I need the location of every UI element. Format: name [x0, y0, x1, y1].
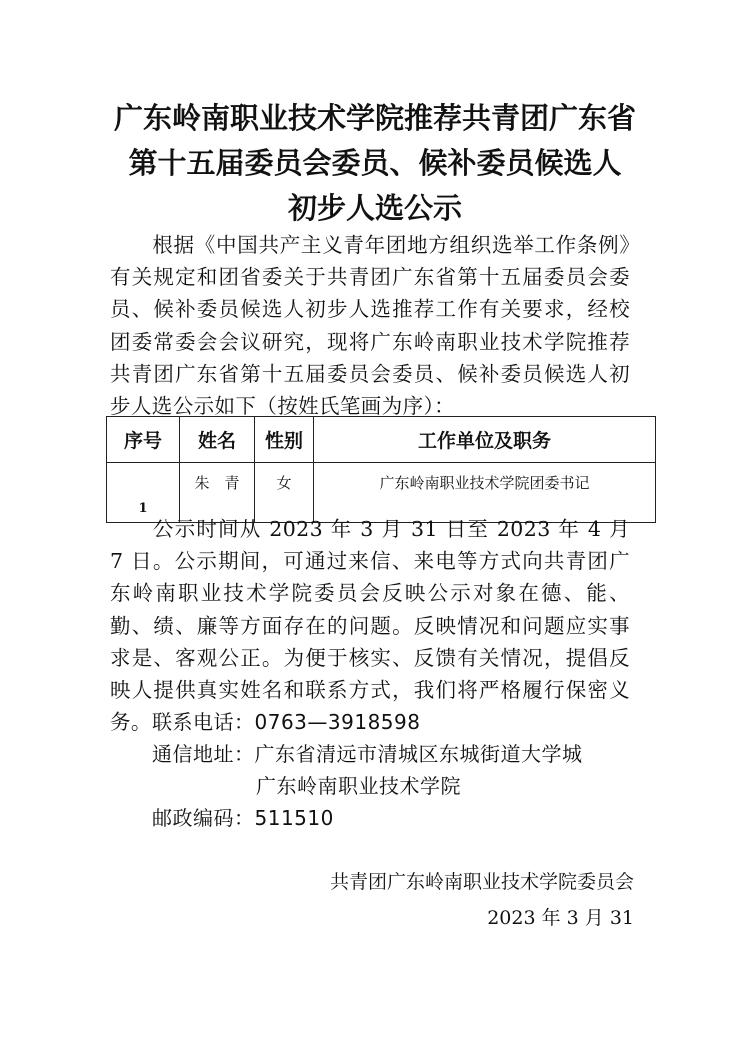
signature-date: 2023 年 3 月 31 — [487, 907, 634, 929]
cell-name: 朱 青 — [180, 463, 255, 523]
header-gender: 性别 — [255, 417, 314, 463]
contact-phone — [152, 707, 420, 737]
document-title-line-3: 初步人选公示 — [287, 191, 462, 225]
table-header-row — [107, 417, 656, 463]
cell-position: 广东岭南职业技术学院团委书记 — [314, 463, 656, 523]
document-title-line-2: 第十五届委员会委员、候补委员候选人 — [128, 146, 622, 180]
header-name: 姓名 — [180, 417, 255, 463]
contact-address-cont — [256, 771, 461, 801]
phone-label: 联系电话： — [152, 710, 255, 734]
address-label: 通信地址： — [152, 742, 255, 766]
document-title-line-1: 广东岭南职业技术学院推荐共青团广东省 — [113, 101, 636, 135]
address-line-1: 广东省清远市清城区东城街道大学城 — [254, 742, 583, 766]
header-seq: 序号 — [107, 417, 180, 463]
address-line-2: 广东岭南职业技术学院 — [256, 774, 461, 798]
signature-organization: 共青团广东岭南职业技术学院委员会 — [329, 871, 634, 893]
intro-paragraph — [110, 229, 630, 422]
cell-seq: 1 — [107, 463, 180, 523]
postcode-label: 邮政编码： — [152, 806, 255, 830]
candidate-table — [106, 416, 656, 523]
cell-gender: 女 — [255, 463, 314, 523]
contact-address — [152, 739, 583, 769]
phone-value: 0763—3918598 — [254, 710, 421, 734]
contact-postcode — [152, 803, 334, 833]
postcode-value: 511510 — [254, 806, 334, 830]
notice-text: 公示时间从 2023 年 3 月 31 日至 2023 年 4 月 7 日。公示期间，可通过来信、来电等方式向共青团广东岭南职业技术学院委员会反映公示对象在德、能、勤、绩、廉等方面存在的问题。反映情况和问题应实事求是、客观公正。为便于核实、反馈有关情况，提倡反映人提供真实姓名和联系方式，我们将严格履行保密义务。 — [110, 517, 630, 735]
intro-text: 根据《中国共产主义青年团地方组织选举工作条例》有关规定和团省委关于共青团广东省第十五届委员会委员、候补委员候选人初步人选推荐工作有关要求，经校团委常委会会议研究，现将广东岭南职业技术学院推荐共青团广东省第十五届委员会委员、候补委员候选人初步人选公示如下（按姓氏笔画为序）： — [110, 233, 630, 419]
header-position: 工作单位及职务 — [314, 417, 656, 463]
notice-paragraph — [110, 513, 630, 738]
